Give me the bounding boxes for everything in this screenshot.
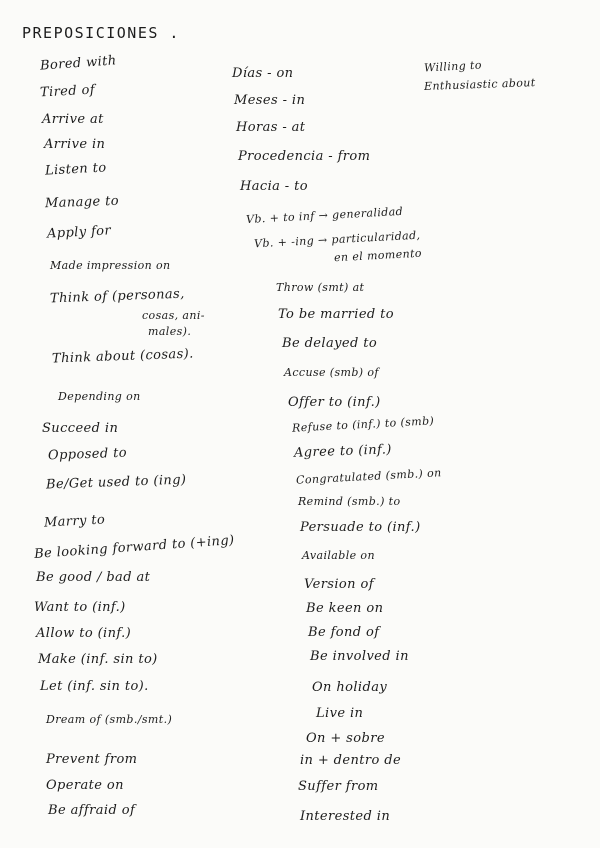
list-item: cosas, ani- xyxy=(142,309,205,322)
note-item: Enthusiastic about xyxy=(423,76,536,93)
list-item: Procedencia - from xyxy=(238,149,371,164)
list-item: in + dentro de xyxy=(300,753,402,768)
list-item: Succeed in xyxy=(42,421,119,436)
list-item: On + sobre xyxy=(306,731,385,746)
list-item: Made impression on xyxy=(50,259,171,272)
list-item: Be affraid of xyxy=(48,803,136,818)
list-item: Persuade to (inf.) xyxy=(300,520,421,535)
list-item: Marry to xyxy=(43,512,106,531)
list-item: Make (inf. sin to) xyxy=(38,652,158,667)
list-item: Meses - in xyxy=(234,93,306,108)
list-item: Bored with xyxy=(39,53,118,74)
list-item: Version of xyxy=(304,577,374,592)
list-item: Be looking forward to (+ing) xyxy=(33,533,236,562)
list-item: Apply for xyxy=(46,223,112,242)
list-item: Let (inf. sin to). xyxy=(40,679,149,694)
list-item: Manage to xyxy=(44,193,120,212)
list-item: Hacia - to xyxy=(240,179,308,194)
list-item: males). xyxy=(148,325,192,338)
list-item: Opposed to xyxy=(47,445,128,464)
list-item: Be fond of xyxy=(308,625,380,640)
list-item: Prevent from xyxy=(46,752,138,767)
list-item: Be good / bad at xyxy=(36,570,151,585)
list-item: Available on xyxy=(302,549,375,562)
page-title: PREPOSICIONES . xyxy=(22,24,180,42)
list-item: Be delayed to xyxy=(282,336,378,351)
list-item: Horas - at xyxy=(236,120,306,135)
list-item: Be involved in xyxy=(310,649,409,664)
list-item: To be married to xyxy=(278,307,395,322)
list-item: Refuse to (inf.) to (smb) xyxy=(291,414,435,435)
list-item: Depending on xyxy=(58,390,141,403)
list-item: Vb. + -ing → particularidad, xyxy=(253,228,421,251)
list-item: Be/Get used to (ing) xyxy=(45,472,187,493)
list-item: Offer to (inf.) xyxy=(288,395,381,410)
list-item: Dream of (smb./smt.) xyxy=(46,713,173,726)
list-item: Accuse (smb) of xyxy=(284,366,379,379)
list-item: Be keen on xyxy=(306,601,384,616)
list-item: Operate on xyxy=(46,778,124,793)
note-item: Willing to xyxy=(423,58,483,75)
list-item: Live in xyxy=(316,706,364,721)
list-item: Listen to xyxy=(44,160,107,179)
list-item: Interested in xyxy=(300,809,391,824)
list-item: Días - on xyxy=(232,66,294,81)
list-item: Agree to (inf.) xyxy=(293,442,393,461)
list-item: Arrive at xyxy=(42,112,104,127)
list-item: en el momento xyxy=(333,246,423,265)
list-item: Want to (inf.) xyxy=(34,600,126,615)
list-item: Allow to (inf.) xyxy=(36,626,132,641)
list-item: Think about (cosas). xyxy=(51,346,194,367)
list-item: Remind (smb.) to xyxy=(298,495,401,508)
list-item: Congratulated (smb.) on xyxy=(295,466,442,487)
list-item: Suffer from xyxy=(298,779,379,794)
list-item: Vb. + to inf → generalidad xyxy=(245,204,404,227)
list-item: Think of (personas, xyxy=(49,286,185,307)
list-item: Tired of xyxy=(39,82,96,101)
list-item: On holiday xyxy=(312,680,388,695)
list-item: Arrive in xyxy=(44,137,106,152)
list-item: Throw (smt) at xyxy=(276,281,365,294)
